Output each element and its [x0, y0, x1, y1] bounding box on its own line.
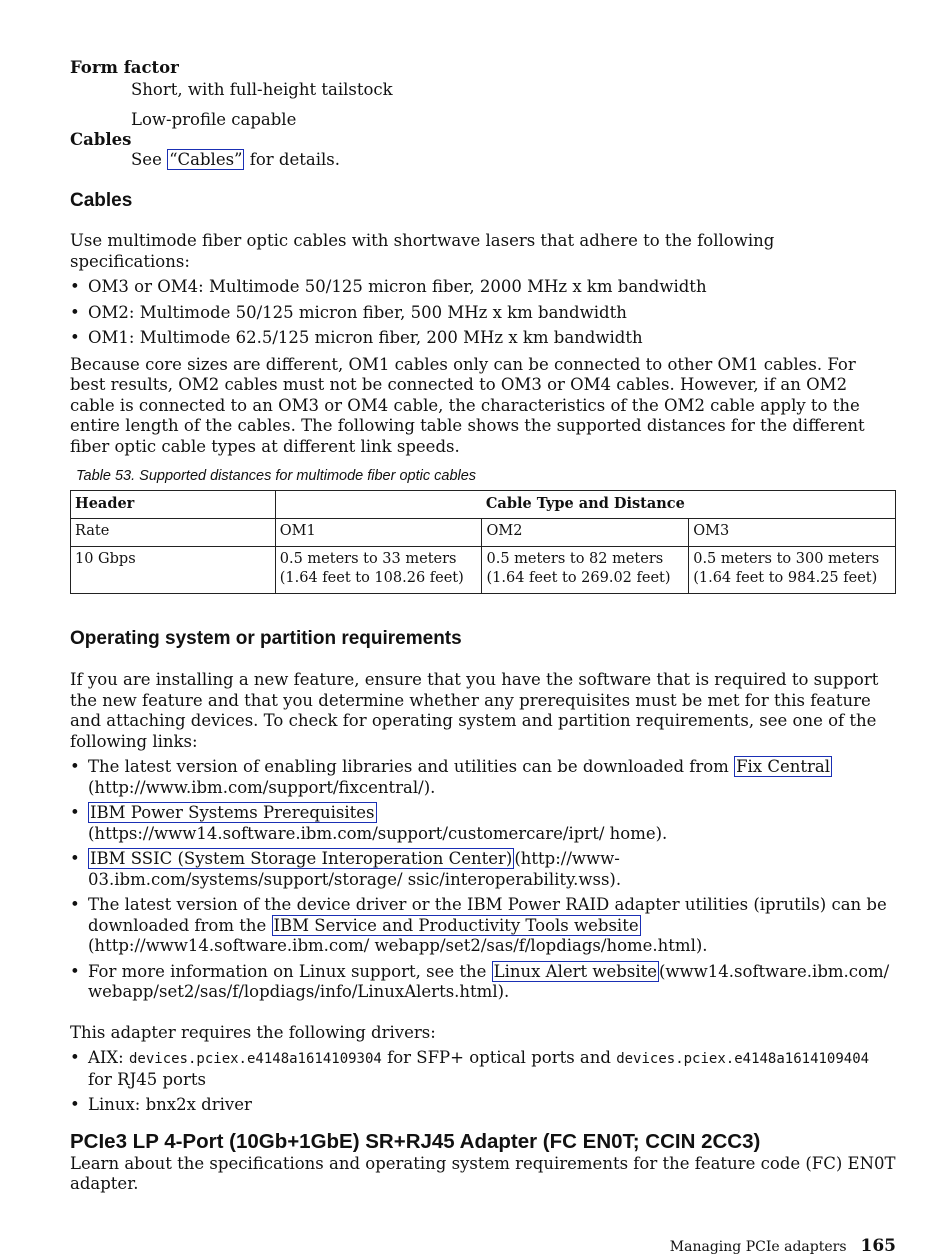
list-item: • OM1: Multimode 62.5/125 micron fiber, 200 MHz x km bandwidth — [70, 328, 896, 349]
list-item — [70, 757, 896, 798]
table-cell-line: 0.5 meters to 82 meters — [486, 551, 664, 567]
cables-after-text: for details. — [244, 150, 340, 169]
service-tools-link[interactable]: IBM Service and Productivity Tools website — [273, 915, 639, 935]
table-cell: OM3 — [689, 519, 896, 547]
bullet-text: (www14.software.ibm.com/ webapp/set2/sas/f/lopdiags/info/LinuxAlerts.html). — [88, 961, 890, 1001]
table-cell — [275, 547, 482, 594]
cables-entry — [70, 130, 896, 170]
bullet-text: for RJ45 ports — [88, 1069, 206, 1089]
list-item: • OM3 or OM4: Multimode 50/125 micron fiber, 2000 MHz x km bandwidth — [70, 277, 896, 298]
table-cell-line: 0.5 meters to 300 meters — [693, 551, 880, 567]
bullet-text: The latest version of enabling libraries and utilities can be downloaded from — [88, 757, 735, 776]
table-header-cell: Header — [71, 491, 276, 519]
list-item — [70, 803, 896, 844]
os-intro: If you are installing a new feature, ensure that you have the software that is required to support the new feature and that you determine whether any prerequisites must be met for this feature and attaching devices. To check for operating system and partition requirements, see one of the following links: — [70, 670, 879, 751]
footer-label: Managing PCIe adapters — [669, 1239, 847, 1255]
ibm-ssic-link[interactable]: IBM SSIC (System Storage Interoperation Center) — [90, 849, 513, 868]
form-factor-term: Form factor — [70, 58, 179, 77]
list-item — [70, 849, 896, 890]
bullet-text: (http://www14.software.ibm.com/ webapp/set2/sas/f/lopdiags/home.html). — [88, 936, 708, 955]
bullet-text: For more information on Linux support, see the — [88, 961, 492, 981]
os-requirements-heading: Operating system or partition requirements — [70, 628, 462, 649]
driver-code: devices.pciex.e4148a1614109404 — [616, 1051, 870, 1067]
bullet-text: The latest version of the device driver or the IBM Power RAID adapter utilities (iprutils) can be downloaded from the — [88, 895, 887, 935]
list-item — [70, 962, 896, 1003]
table-cell — [482, 547, 689, 594]
form-factor-entry — [70, 58, 896, 130]
form-factor-desc-1: Short, with full-height tailstock — [131, 80, 393, 99]
list-item: • Linux: bnx2x driver — [70, 1095, 896, 1116]
table-cell — [689, 547, 896, 594]
cables-see-text: See — [131, 150, 168, 169]
cables-link[interactable]: “Cables” — [169, 150, 243, 169]
cables-heading: Cables — [70, 190, 133, 211]
adapter-section-heading: PCIe3 LP 4-Port (10Gb+1GbE) SR+RJ45 Adapter (FC EN0T; CCIN 2CC3) — [70, 1129, 761, 1153]
page-number: 165 — [860, 1236, 896, 1256]
table-cell: OM1 — [275, 519, 482, 547]
bullet-text: AIX: — [88, 1048, 129, 1067]
linux-alert-link[interactable]: Linux Alert website — [493, 961, 657, 981]
table-cell-line: (1.64 feet to 269.02 feet) — [486, 570, 671, 586]
cables-paragraph: Because core sizes are different, OM1 cables only can be connected to other OM1 cables. For best results, OM2 cables must not be connected to OM3 or OM4 cables. However, if an OM2 cable is connected to an OM3 or OM4 cable, the characteristics of the OM2 cable apply to the entire length of the cables. The following table shows the supported distances for the different fiber optic cable types at different link speeds. — [70, 354, 865, 456]
cables-term: Cables — [70, 130, 132, 149]
table-cell: Rate — [71, 519, 276, 547]
os-links-list — [70, 757, 896, 1003]
power-prerequisites-link[interactable]: IBM Power Systems Prerequisites — [90, 803, 375, 822]
fix-central-link[interactable]: Fix Central — [736, 757, 831, 776]
adapter-section-text: Learn about the specifications and operating system requirements for the feature code (FC) EN0T adapter. — [70, 1153, 896, 1193]
table-cell-line: (1.64 feet to 108.26 feet) — [279, 570, 464, 586]
table-cell-line: (1.64 feet to 984.25 feet) — [693, 570, 878, 586]
cables-intro: Use multimode fiber optic cables with shortwave lasers that adhere to the following specifications: — [70, 231, 775, 271]
bullet-text: (https://www14.software.ibm.com/support/customercare/iprt/ home). — [88, 823, 668, 843]
table-header-cell: Cable Type and Distance — [275, 491, 895, 519]
drivers-list — [70, 1048, 896, 1116]
table-row — [71, 547, 896, 594]
list-item — [70, 1048, 896, 1090]
form-factor-desc-2: Low-profile capable — [131, 110, 297, 129]
cable-spec-list — [70, 277, 896, 349]
cables-desc — [131, 150, 896, 170]
table-row — [71, 519, 896, 547]
page-footer — [670, 1236, 896, 1256]
bullet-text: (http://www.ibm.com/support/fixcentral/). — [88, 777, 436, 797]
distance-table — [70, 490, 896, 594]
drivers-intro: This adapter requires the following drivers: — [70, 1022, 436, 1042]
table-cell: 10 Gbps — [71, 547, 276, 594]
table-caption: Table 53. Supported distances for multimode fiber optic cables — [76, 468, 477, 484]
table-cell: OM2 — [482, 519, 689, 547]
bullet-text: (http://www-03.ibm.com/systems/support/storage/ ssic/interoperability.wss). — [88, 849, 622, 889]
table-cell-line: 0.5 meters to 33 meters — [279, 551, 457, 567]
table-header-row — [71, 491, 896, 519]
driver-code: devices.pciex.e4148a1614109304 — [128, 1051, 382, 1067]
page-content — [70, 58, 896, 1195]
bullet-text: for SFP+ optical ports and — [381, 1048, 617, 1067]
list-item: • OM2: Multimode 50/125 micron fiber, 500 MHz x km bandwidth — [70, 303, 896, 324]
list-item — [70, 895, 896, 957]
